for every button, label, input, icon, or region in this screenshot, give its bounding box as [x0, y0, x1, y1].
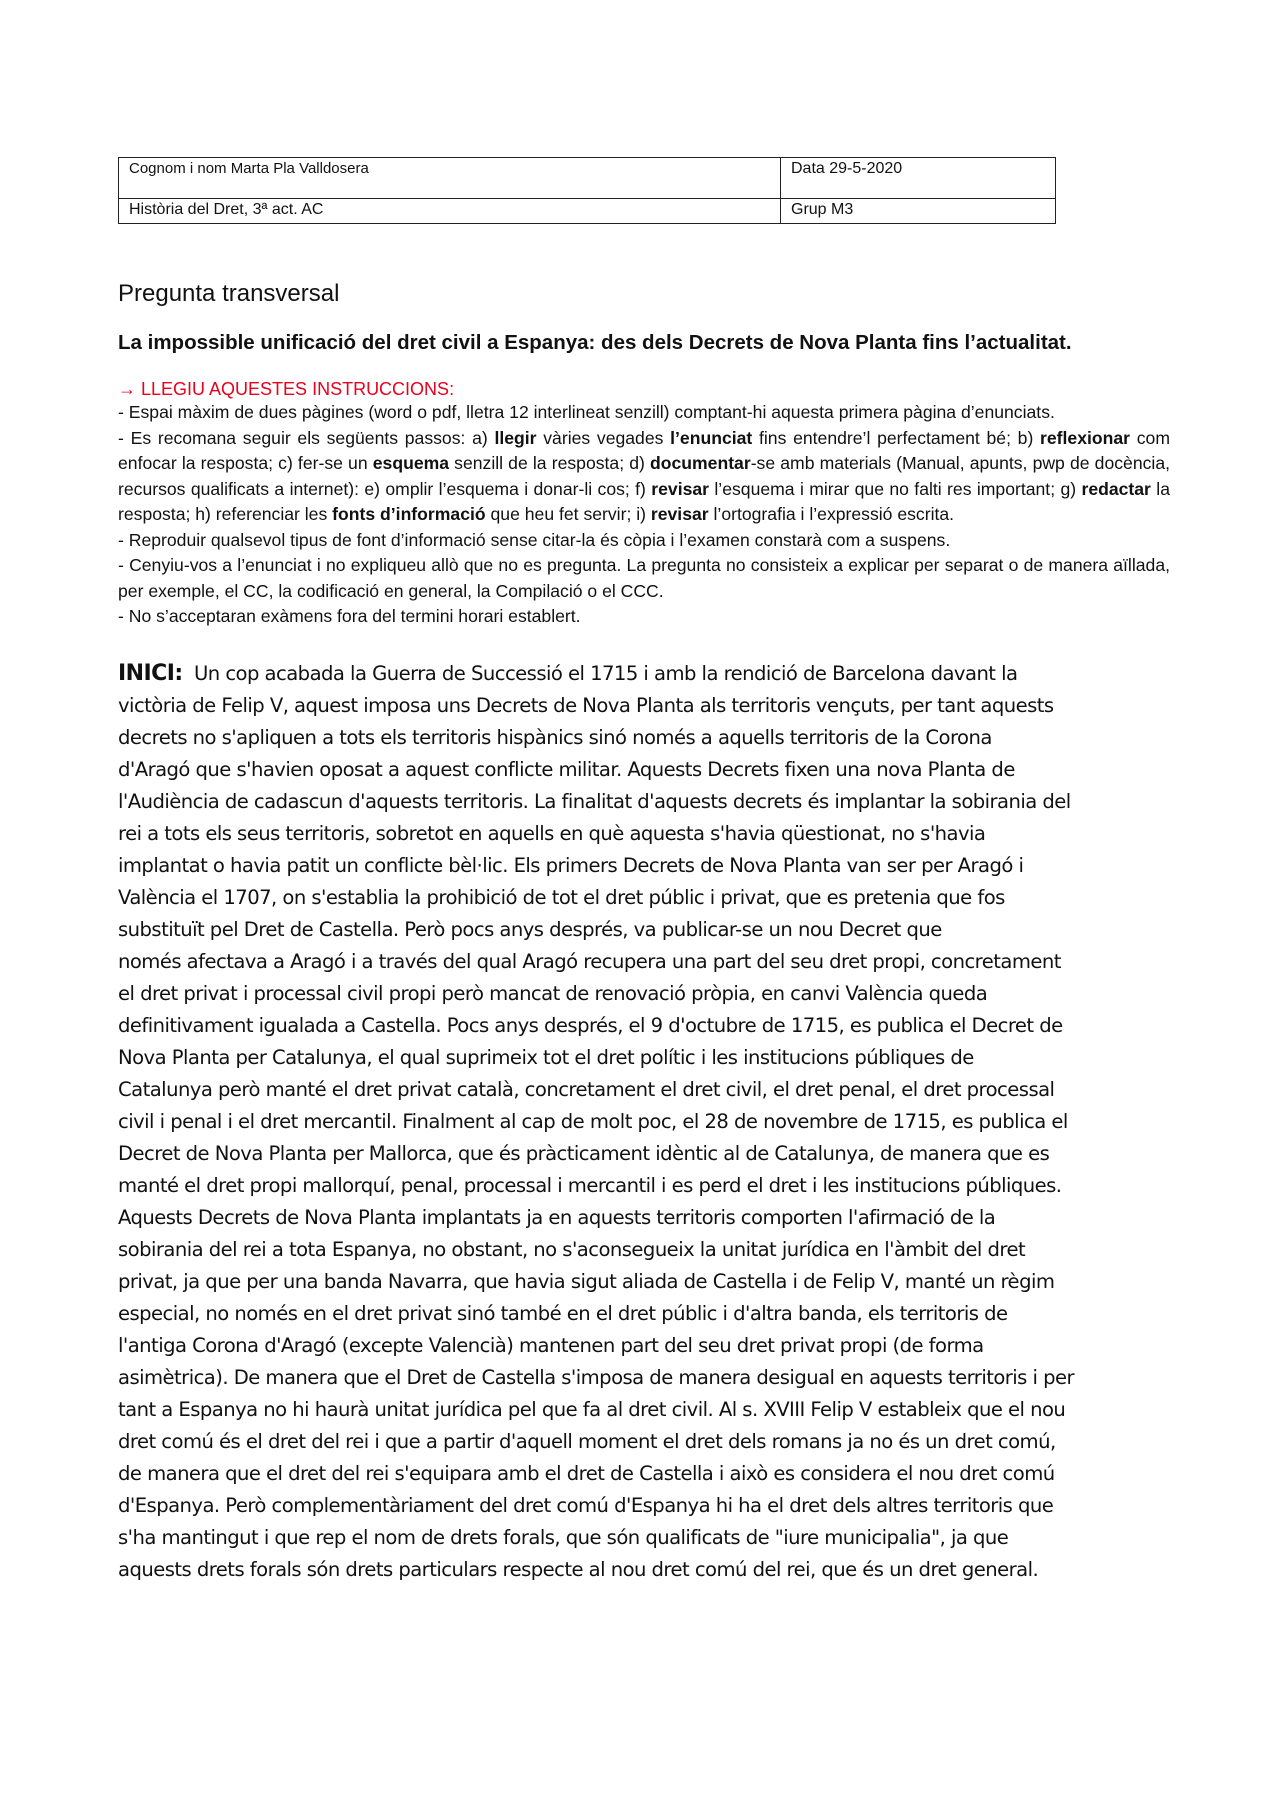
- group-cell: Grup M3: [781, 199, 1056, 224]
- course-cell: Història del Dret, 3ª act. AC: [119, 199, 781, 224]
- answer-line: tant a Espanya no hi haurà unitat jurídica pel que fa al dret civil. Al s. XVIII Felip V estableix que el nou: [118, 1397, 1066, 1421]
- answer-line: d'Espanya. Però complementàriament del dret comú d'Espanya hi ha el dret dels altres territoris que: [118, 1493, 1054, 1517]
- answer-line: sobirania del rei a tota Espanya, no obstant, no s'aconsegueix la unitat jurídica en l'àmbit del dret: [118, 1237, 1026, 1261]
- question-title: La impossible unificació del dret civil a Espanya: des dels Decrets de Nova Planta fins l’actualitat.: [118, 331, 1072, 354]
- instruction-item: - Cenyiu-vos a l’enunciat i no expliqueu allò que no es pregunta. La pregunta no consisteix a explicar per separat o de manera aïllada, per exemple, el CC, la codificació en general, la Compilació o el CCC.: [118, 555, 1170, 601]
- answer-line: l'Audiència de cadascun d'aquests territoris. La finalitat d'aquests decrets és implantar la sobirania del: [118, 789, 1071, 813]
- instruction-item: - Reproduir qualsevol tipus de font d’informació sense citar-la és còpia i l’examen constarà com a suspens.: [118, 529, 951, 550]
- document-page: [118, 157, 1170, 1586]
- answer-line: el dret privat i processal civil propi però mancat de renovació pròpia, en canvi València queda: [118, 981, 988, 1005]
- instruction-item: - No s’acceptaran exàmens fora del termini horari establert.: [118, 606, 581, 626]
- answer-line: especial, no només en el dret privat sinó també en el dret públic i d'altra banda, els territoris de: [118, 1301, 1008, 1325]
- answer-line: Catalunya però manté el dret privat català, concretament el dret civil, el dret penal, el dret processal: [118, 1077, 1055, 1101]
- answer-line: l'antiga Corona d'Aragó (excepte Valencià) mantenen part del seu dret privat propi (de forma: [118, 1333, 984, 1357]
- student-info-table: [118, 157, 1056, 224]
- answer-line: asimètrica). De manera que el Dret de Castella s'imposa de manera desigual en aquests territoris i per: [118, 1365, 1074, 1389]
- table-row: [119, 199, 1056, 224]
- instructions-list: [118, 400, 1170, 630]
- answer-line: civil i penal i el dret mercantil. Finalment al cap de molt poc, el 28 de novembre de 1715, es publica el: [118, 1109, 1068, 1133]
- answer-line: Nova Planta per Catalunya, el qual suprimeix tot el dret polític i les institucions públiques de: [118, 1045, 974, 1069]
- date-cell: Data 29-5-2020: [781, 158, 1056, 199]
- instruction-item: - Espai màxim de dues pàgines (word o pdf, lletra 12 interlineat senzill) comptant-hi aquesta primera pàgina d’enunciats.: [118, 402, 1055, 422]
- answer-line: dret comú és el dret del rei i que a partir d'aquell moment el dret dels romans ja no és un dret comú,: [118, 1429, 1056, 1453]
- instruction-item: - Es recomana seguir els següents passos: a) llegir vàries vegades l’enunciat fins entendre’l perfectament bé; b) reflexionar com enfocar la resposta; c) fer-se un esquema senzill de la resposta; d) documentar-se amb materials (Manual, apunts, pwp de docència, recursos qualificats a internet): e) omplir l’esquema i donar-li cos; f) revisar l’esquema i mirar que no falti res important; g) redactar la resposta; h) referenciar les fonts d’informació que heu fet servir; i) revisar l’ortografia i l’expressió escrita.: [118, 427, 1170, 524]
- answer-line: s'ha mantingut i que rep el nom de drets forals, que són qualificats de "iure municipalia", ja que: [118, 1525, 1009, 1549]
- answer-line: substituït pel Dret de Castella. Però pocs anys després, va publicar-se un nou Decret que: [118, 917, 942, 941]
- answer-line: decrets no s'apliquen a tots els territoris hispànics sinó només a aquells territoris de la Corona: [118, 725, 992, 749]
- answer-body: [118, 658, 1170, 1586]
- answer-line: d'Aragó que s'havien oposat a aquest conflicte militar. Aquests Decrets fixen una nova Planta de: [118, 757, 1015, 781]
- answer-line: manté el dret propi mallorquí, penal, processal i mercantil i es perd el dret i les institucions públiques.: [118, 1173, 1062, 1197]
- answer-line: aquests drets forals són drets particulars respecte al nou dret comú del rei, que és un dret general.: [118, 1557, 1039, 1581]
- answer-line: de manera que el dret del rei s'equipara amb el dret de Castella i això es considera el nou dret comú: [118, 1461, 1055, 1485]
- answer-line: implantat o havia patit un conflicte bèl·lic. Els primers Decrets de Nova Planta van ser per Aragó i: [118, 853, 1024, 877]
- answer-line: Aquests Decrets de Nova Planta implantats ja en aquests territoris comporten l'afirmació de la: [118, 1205, 996, 1229]
- answer-line: INICI: Un cop acabada la Guerra de Successió el 1715 i amb la rendició de Barcelona davant la: [118, 660, 1018, 686]
- answer-line: privat, ja que per una banda Navarra, que havia sigut aliada de Castella i de Felip V, manté un règim: [118, 1269, 1055, 1293]
- table-row: [119, 158, 1056, 199]
- answer-line: definitivament igualada a Castella. Pocs anys després, el 9 d'octubre de 1715, es publica el Decret de: [118, 1013, 1063, 1037]
- instructions-header: → LLEGIU AQUESTES INSTRUCCIONS:: [118, 379, 455, 399]
- answer-line: València el 1707, on s'establia la prohibició de tot el dret públic i privat, que es pretenia que fos: [118, 885, 1005, 909]
- answer-line: victòria de Felip V, aquest imposa uns Decrets de Nova Planta als territoris vençuts, per tant aquests: [118, 693, 1054, 717]
- section-label: Pregunta transversal: [118, 280, 340, 307]
- answer-line: Decret de Nova Planta per Mallorca, que és pràcticament idèntic al de Catalunya, de manera que es: [118, 1141, 1050, 1165]
- name-cell: Cognom i nom Marta Pla Valldosera: [119, 158, 781, 199]
- answer-label: INICI:: [118, 660, 183, 686]
- answer-line: només afectava a Aragó i a través del qual Aragó recupera una part del seu dret propi, concretament: [118, 949, 1061, 973]
- answer-line: rei a tots els seus territoris, sobretot en aquells en què aquesta s'havia qüestionat, no s'havia: [118, 821, 986, 845]
